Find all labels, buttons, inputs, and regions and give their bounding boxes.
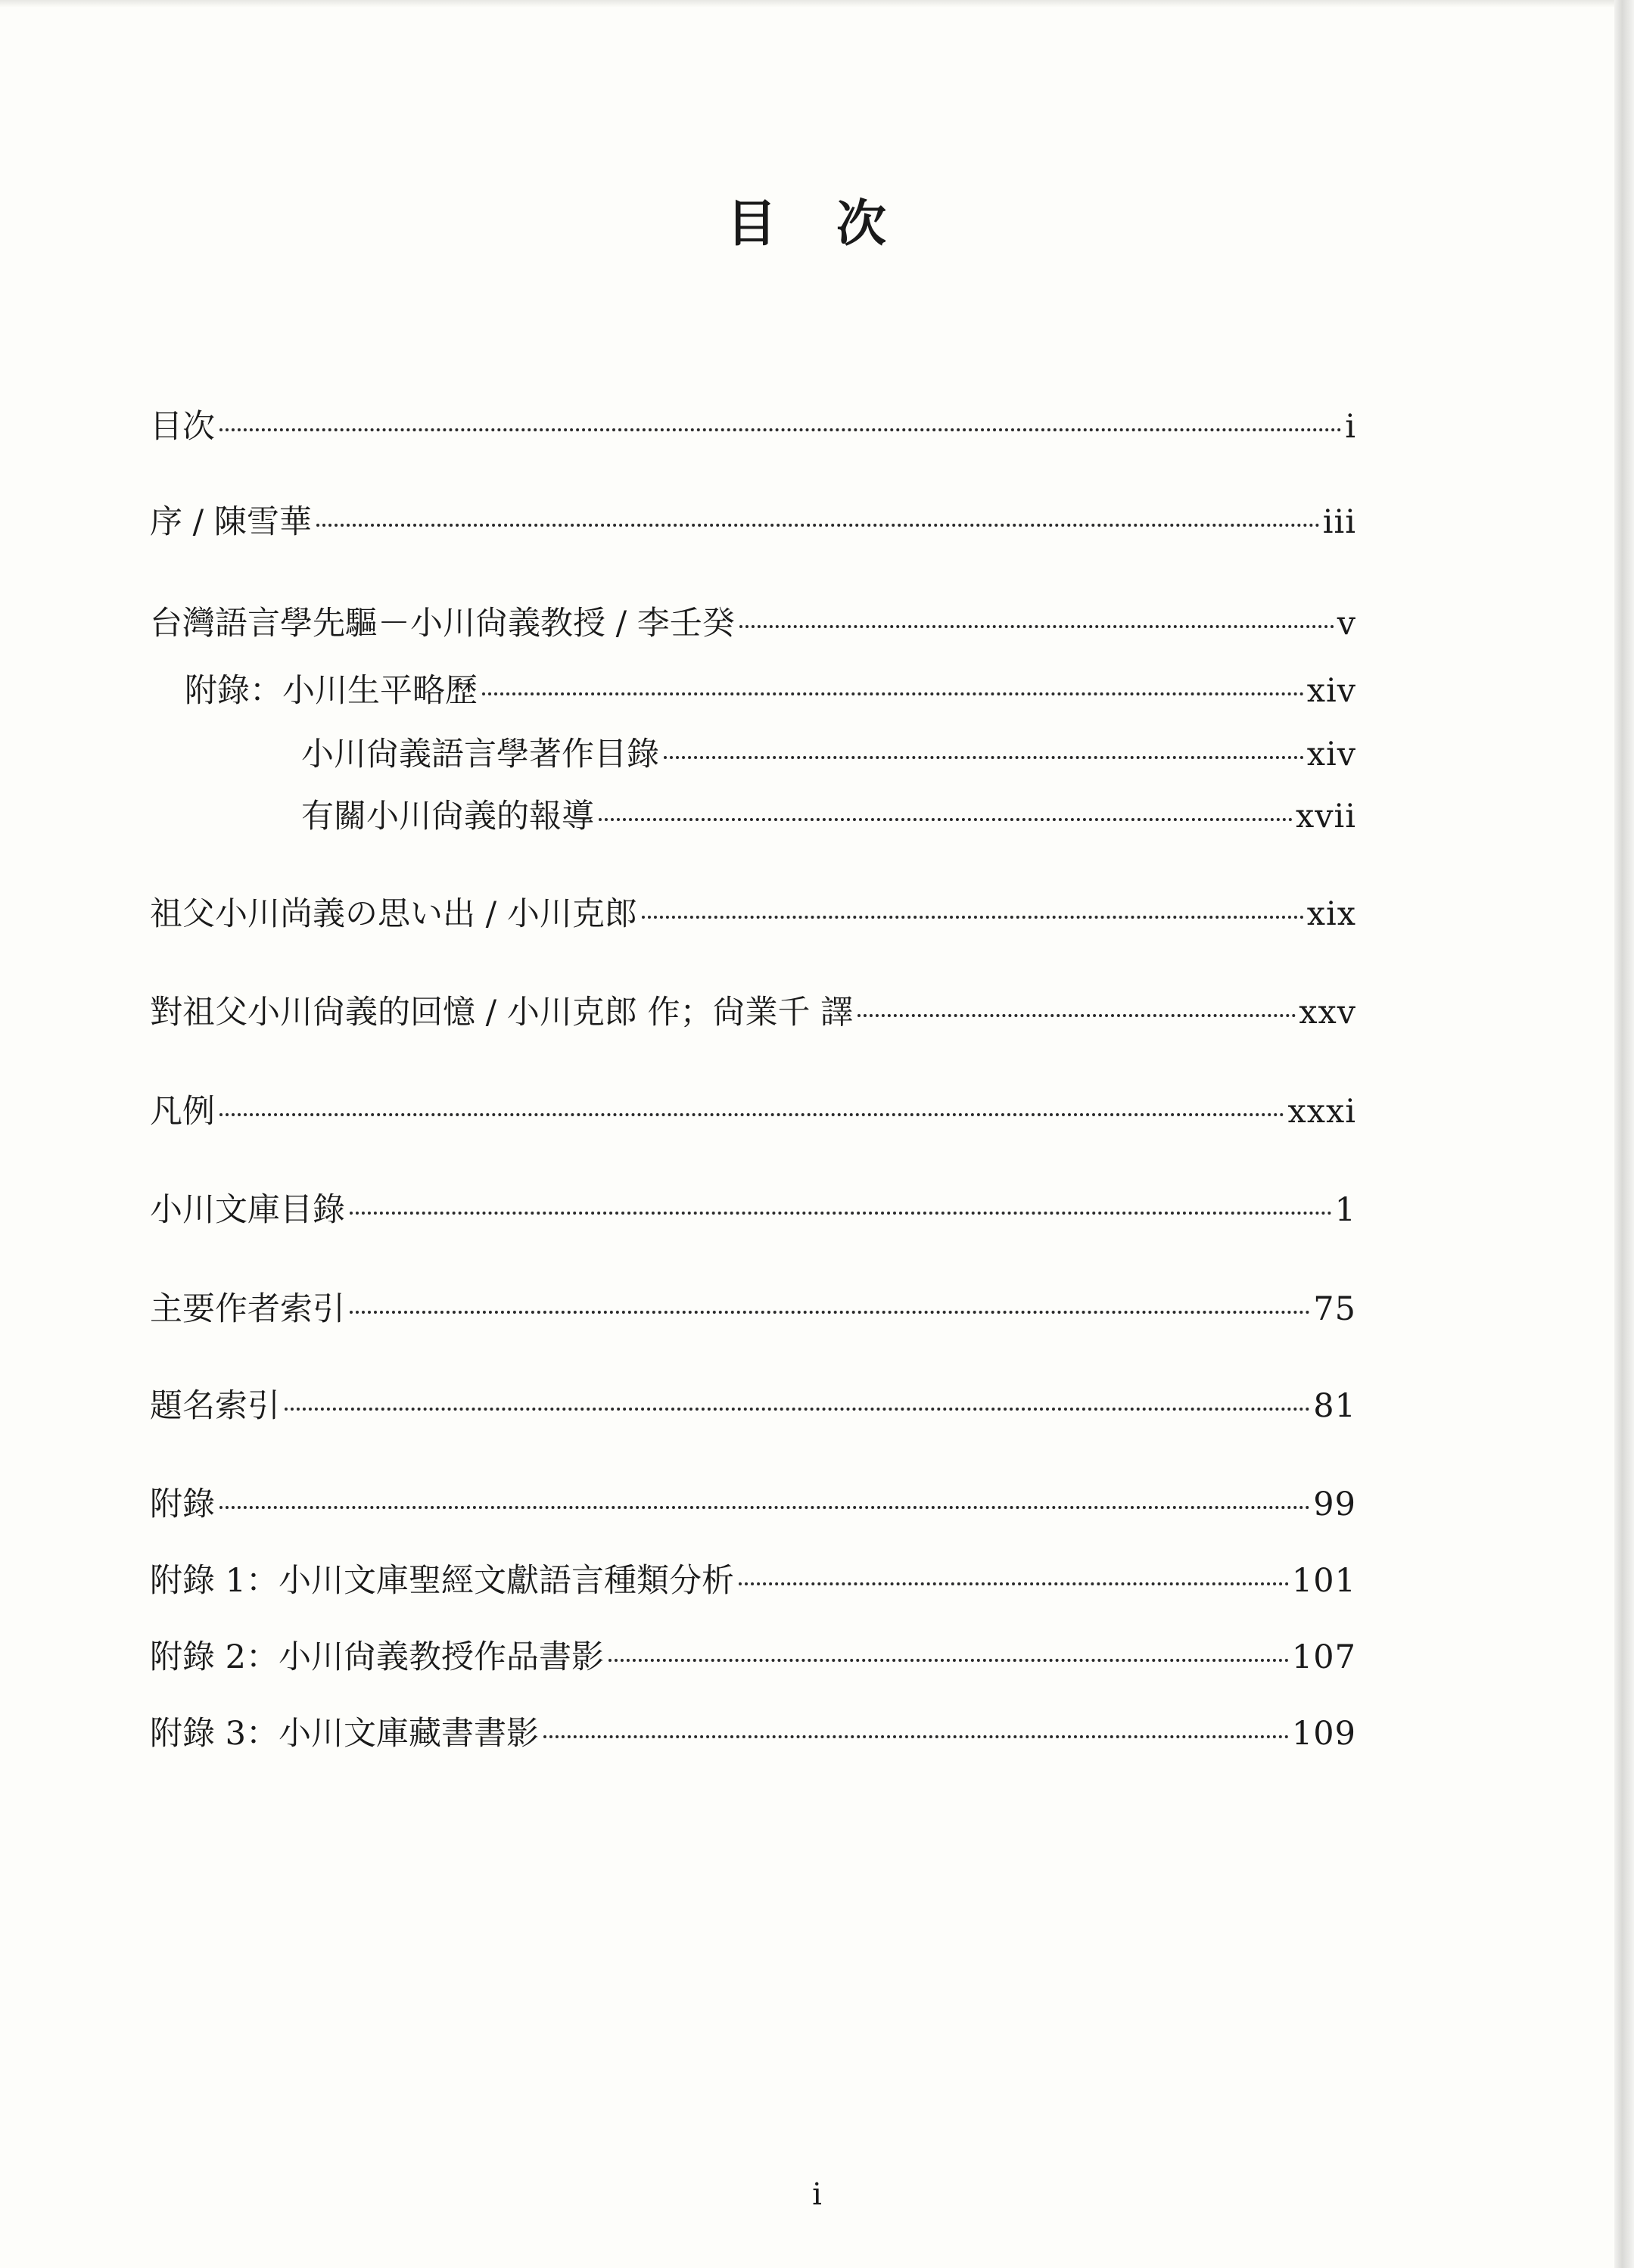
toc-entry-appendix-biography[interactable] [185, 671, 1356, 711]
toc-entry-label: 附錄 2：小川尙義教授作品書影 [150, 1638, 605, 1676]
dot-leader [219, 1113, 1284, 1116]
toc-entry-label: 目次 [150, 408, 215, 446]
toc-entry-page: 81 [1313, 1387, 1356, 1425]
toc-entry-label: 台灣語言學先驅－小川尙義教授 / 李壬癸 [150, 605, 735, 642]
toc-entry-appendix-1[interactable] [150, 1561, 1356, 1601]
toc-entry-label: 小川尙義語言學著作目錄 [301, 736, 659, 773]
toc-entry-title-index[interactable] [150, 1386, 1356, 1426]
dot-leader [350, 1311, 1310, 1314]
dot-leader [599, 818, 1293, 821]
toc-entry-label: 附錄 [150, 1486, 215, 1523]
toc-entry-page: 109 [1291, 1715, 1356, 1753]
toc-entry-reports[interactable] [301, 797, 1356, 836]
toc-entry-page: xxxi [1287, 1093, 1356, 1131]
footer-page-number: i [812, 2177, 822, 2212]
toc-entry-page: 99 [1313, 1486, 1356, 1523]
toc-entry-bibliography[interactable] [301, 735, 1356, 774]
toc-entry-page: 101 [1291, 1562, 1356, 1600]
dot-leader [664, 756, 1304, 759]
dot-leader [543, 1735, 1289, 1738]
toc-entry-page: 1 [1334, 1191, 1356, 1229]
toc-entry-page: xiv [1306, 736, 1356, 773]
toc-entry-catalog[interactable] [150, 1190, 1356, 1230]
scan-edge-top [0, 0, 1634, 8]
dot-leader [316, 524, 1320, 527]
toc-entry-pioneer-article[interactable] [150, 604, 1356, 643]
toc-entry-label: 附錄 1：小川文庫聖經文獻語言種類分析 [150, 1562, 735, 1600]
toc-entry-page: xiv [1306, 672, 1356, 710]
toc-entry-preface[interactable] [150, 502, 1356, 542]
toc-entry-label: 小川文庫目錄 [150, 1191, 345, 1229]
dot-leader [739, 1582, 1289, 1585]
dot-leader [642, 916, 1304, 919]
toc-entry-page: xix [1306, 895, 1356, 933]
toc-entry-memories-jp[interactable] [150, 894, 1356, 934]
toc-entry-author-index[interactable] [150, 1290, 1356, 1329]
dot-leader [739, 625, 1334, 628]
page-title: 目 次 [727, 194, 907, 253]
toc-entry-page: 107 [1291, 1638, 1356, 1676]
dot-leader [285, 1408, 1310, 1411]
dot-leader [857, 1014, 1296, 1017]
toc-entry-label: 對祖父小川尙義的回憶 / 小川克郎 作；尙業千 譯 [150, 994, 854, 1031]
toc-entry-label: 附錄：小川生平略歷 [185, 672, 478, 710]
toc-entry-appendix[interactable] [150, 1485, 1356, 1524]
dot-leader [608, 1659, 1289, 1662]
toc-entry-label: 題名索引 [150, 1387, 280, 1425]
toc-entry-label: 主要作者索引 [150, 1290, 345, 1328]
dot-leader [219, 428, 1342, 431]
toc-entry-label: 序 / 陳雪華 [150, 503, 312, 541]
toc-entry-memories-zh[interactable] [150, 993, 1356, 1032]
toc-entry-contents[interactable] [150, 407, 1356, 446]
dot-leader [482, 692, 1304, 695]
toc-entry-appendix-2[interactable] [150, 1638, 1356, 1677]
toc-entry-label: 有關小川尙義的報導 [301, 798, 594, 835]
toc-entry-page: i [1345, 408, 1356, 446]
toc-entry-page: iii [1322, 503, 1356, 541]
toc-entry-label: 凡例 [150, 1093, 215, 1131]
scan-edge-right [1614, 0, 1634, 2268]
toc-entry-page: xxv [1299, 994, 1356, 1031]
toc-entry-label: 附錄 3：小川文庫藏書書影 [150, 1715, 540, 1753]
toc-entry-page: v [1337, 605, 1356, 642]
toc-entry-appendix-3[interactable] [150, 1714, 1356, 1753]
dot-leader [350, 1212, 1332, 1215]
toc-entry-page: 75 [1313, 1290, 1356, 1328]
dot-leader [219, 1506, 1310, 1509]
toc-entry-page: xvii [1295, 798, 1356, 835]
toc-entry-label: 祖父小川尚義の思い出 / 小川克郎 [150, 895, 637, 933]
toc-entry-conventions[interactable] [150, 1092, 1356, 1131]
